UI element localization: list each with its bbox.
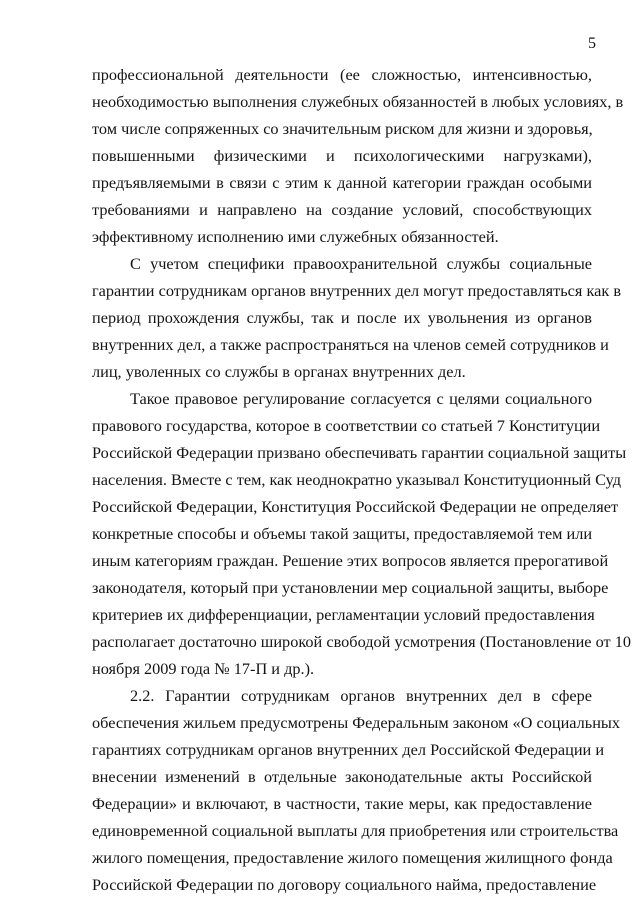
text-line: единовременной социальной выплаты для приобретения или строительства <box>92 821 619 840</box>
text-line: правового государства, которое в соответствии со статьей 7 Конституции <box>92 416 601 435</box>
text-line: критериев их дифференциации, регламентации условий предоставления <box>92 605 595 624</box>
text-line: иным категориям граждан. Решение этих вопросов является прерогативой <box>92 551 609 570</box>
text-line: гарантии сотрудникам органов внутренних дел могут предоставляться как в <box>92 281 622 300</box>
text-line: предъявляемыми в связи с этим к данной категории граждан особыми <box>92 173 592 192</box>
text-line: жилого помещения, предоставление жилого помещения жилищного фонда <box>92 848 613 867</box>
text-line: внесении изменений в отдельные законодательные акты Российской <box>92 767 592 786</box>
text-line: законодателя, который при установлении мер социальной защиты, выборе <box>92 578 609 597</box>
text-line: профессиональной деятельности (ее сложностью, интенсивностью, <box>92 65 592 84</box>
text-line: Федерации» и включают, в частности, такие меры, как предоставление <box>92 794 592 813</box>
text-line: Российской Федерации по договору социального найма, предоставление <box>92 875 597 894</box>
text-line: период прохождения службы, так и после их увольнения из органов <box>92 308 592 327</box>
paragraph-first-line: Такое правовое регулирование согласуется с целями социального <box>130 389 592 408</box>
text-line: Российской Федерации призвано обеспечивать гарантии социальной защиты <box>92 443 627 462</box>
text-line: внутренних дел, а также распространяться на членов семей сотрудников и <box>92 335 609 354</box>
text-line: том числе сопряженных со значительным риском для жизни и здоровья, <box>92 119 593 138</box>
text-line: лиц, уволенных со службы в органах внутренних дел. <box>92 362 466 381</box>
page-number: 5 <box>588 35 596 52</box>
paragraph-first-line: 2.2. Гарантии сотрудникам органов внутренних дел в сфере <box>130 686 592 705</box>
text-line: требованиями и направлено на создание условий, способствующих <box>92 200 592 219</box>
text-line: располагает достаточно широкой свободой усмотрения (Постановление от 10 <box>92 632 631 651</box>
text-line: эффективному исполнению ими служебных обязанностей. <box>92 227 499 246</box>
text-line: конкретные способы и объемы такой защиты, предоставляемой тем или <box>92 524 593 543</box>
text-line: Российской Федерации, Конституция Российской Федерации не определяет <box>92 497 619 516</box>
text-line: населения. Вместе с тем, как неоднократно указывал Конституционный Суд <box>92 470 622 489</box>
text-line: повышенными физическими и психологическими нагрузками), <box>92 146 592 165</box>
text-line: гарантиях сотрудникам органов внутренних дел Российской Федерации и <box>92 740 605 759</box>
text-line: ноября 2009 года № 17-П и др.). <box>92 659 315 678</box>
paragraph-first-line: С учетом специфики правоохранительной службы социальные <box>130 254 592 273</box>
text-line: обеспечения жильем предусмотрены Федеральным законом «О социальных <box>92 713 621 732</box>
text-line: необходимостью выполнения служебных обязанностей в любых условиях, в <box>92 92 624 111</box>
